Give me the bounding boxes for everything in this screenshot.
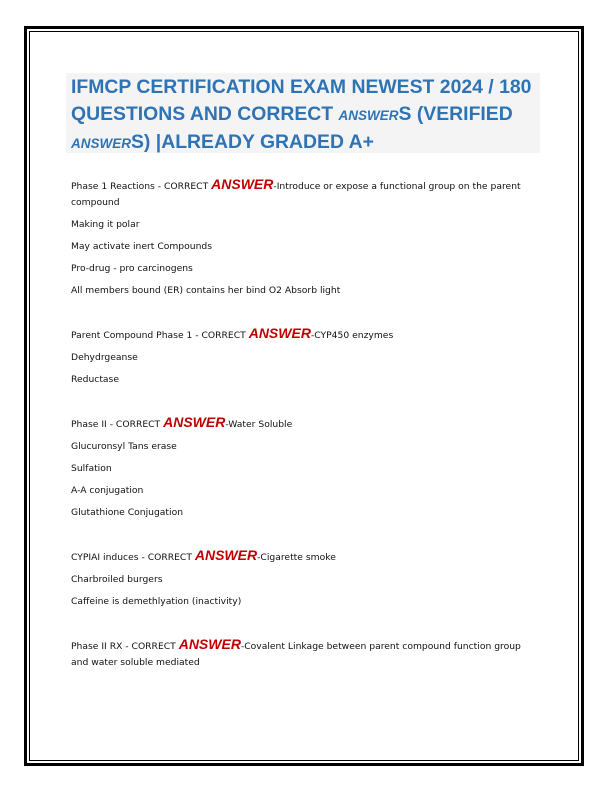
answer-detail: Making it polar [71, 219, 140, 230]
qa-section [71, 547, 541, 610]
question-line [71, 325, 541, 344]
question-text: Parent Compound Phase 1 - CORRECT [71, 330, 249, 341]
qa-section [71, 325, 541, 388]
answer-detail: A-A conjugation [71, 485, 144, 496]
qa-section [71, 414, 541, 521]
answer-keyword: ANSWER [163, 414, 226, 430]
answer-detail: Pro-drug - pro carcinogens [71, 263, 193, 274]
question-line [71, 547, 541, 566]
answer-keyword: ANSWER [178, 636, 241, 652]
question-text: CYPIAI induces - CORRECT [71, 552, 195, 563]
question-text: Phase II - CORRECT [71, 419, 164, 430]
title-part-italic: ANSWER [338, 107, 399, 123]
answer-detail: Glutathione Conjugation [71, 507, 184, 518]
question-text: Phase 1 Reactions - CORRECT [71, 181, 212, 192]
answer-text: -Introduce or expose a functional group on the parent compound [71, 181, 521, 208]
title-part: IFMCP CERTIFICATION EXAM NEWEST 2024 / 180 QUESTIONS AND CORRECT [71, 76, 532, 125]
answer-detail: Charbroiled burgers [71, 574, 163, 585]
answer-detail: Caffeine is demethlyation (inactivity) [71, 596, 242, 607]
qa-section [71, 176, 541, 299]
document-title [71, 74, 541, 158]
answer-detail: May activate inert Compounds [71, 241, 213, 252]
question-line [71, 176, 541, 211]
answer-detail: Glucuronsyl Tans erase [71, 441, 177, 452]
answer-keyword: ANSWER [211, 176, 274, 192]
qa-content [71, 176, 541, 697]
answer-detail: Sulfation [71, 463, 112, 474]
answer-detail: Reductase [71, 374, 120, 385]
question-line [71, 636, 541, 671]
title-part: S (VERIFIED [398, 102, 513, 125]
answer-detail: All members bound (ER) contains her bind O2 Absorb light [71, 285, 341, 296]
qa-section [71, 636, 541, 671]
answer-keyword: ANSWER [194, 547, 258, 563]
question-line [71, 414, 541, 433]
answer-detail: Dehydrgeanse [71, 352, 138, 363]
answer-text: -Covalent Linkage between parent compound function group and water soluble mediated [71, 641, 521, 668]
answer-keyword: ANSWER [248, 325, 311, 341]
title-part-italic: ANSWER [71, 136, 131, 151]
answer-text: -Water Soluble [225, 419, 293, 430]
title-part: S) |ALREADY GRADED A+ [131, 131, 374, 153]
question-text: Phase II RX - CORRECT [71, 641, 179, 652]
answer-text: -Cigarette smoke [257, 552, 336, 563]
answer-text: -CYP450 enzymes [310, 330, 394, 341]
